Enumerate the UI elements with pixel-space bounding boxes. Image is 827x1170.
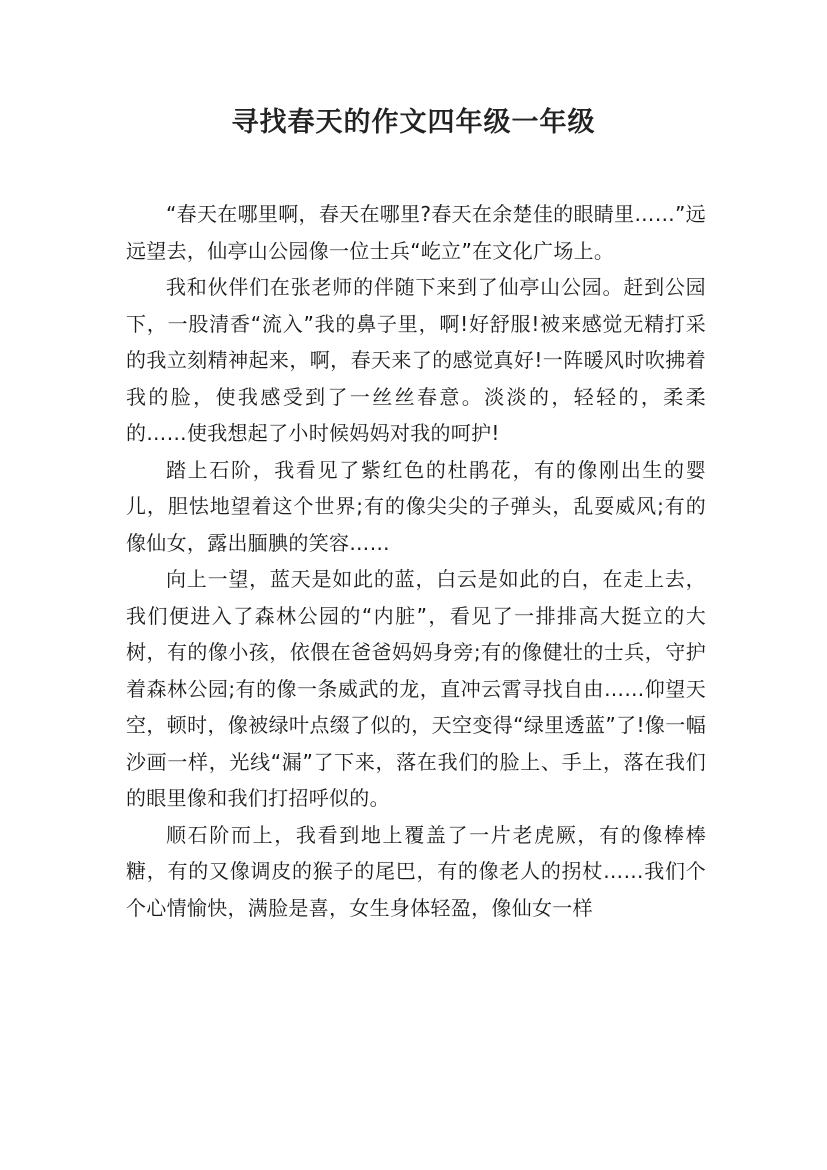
document-title: 寻找春天的作文四年级一年级 <box>231 107 596 138</box>
paragraph: 踏上石阶，我看见了紫红色的杜鹃花，有的像刚出生的婴儿，胆怯地望着这个世界;有的像尖尖的子弹头，乱耍威风;有的像仙女，露出腼腆的笑容…… <box>126 457 706 555</box>
paragraph: 我和伙伴们在张老师的伴随下来到了仙亭山公园。赶到公园下，一股清香“流入”我的鼻子里，啊!好舒服!被来感觉无精打采的我立刻精神起来，啊，春天来了的感觉真好!一阵暖风时吹拂着我的脸，使我感受到了一丝丝春意。淡淡的，轻轻的，柔柔的……使我想起了小时候妈妈对我的呵护! <box>126 275 706 445</box>
paragraph: 向上一望，蓝天是如此的蓝，白云是如此的白，在走上去，我们便进入了森林公园的“内脏”，看见了一排排高大挺立的大树，有的像小孩，依偎在爸爸妈妈身旁;有的像健壮的士兵，守护着森林公园;有的像一条威武的龙，直冲云霄寻找自由……仰望天空，顿时，像被绿叶点缀了似的，天空变得“绿里透蓝”了!像一幅沙画一样，光线“漏”了下来，落在我们的脸上、手上，落在我们的眼里像和我们打招呼似的。 <box>126 567 706 810</box>
paragraph: 顺石阶而上，我看到地上覆盖了一片老虎厥，有的像棒棒糖，有的又像调皮的猴子的尾巴，有的像老人的拐杖……我们个个心情愉快，满脸是喜，女生身体轻盈，像仙女一样 <box>126 822 706 920</box>
paragraph: “春天在哪里啊，春天在哪里?春天在余楚佳的眼睛里……”远远望去，仙亭山公园像一位士兵“屹立”在文化广场上。 <box>126 202 706 263</box>
document-body <box>126 196 706 926</box>
